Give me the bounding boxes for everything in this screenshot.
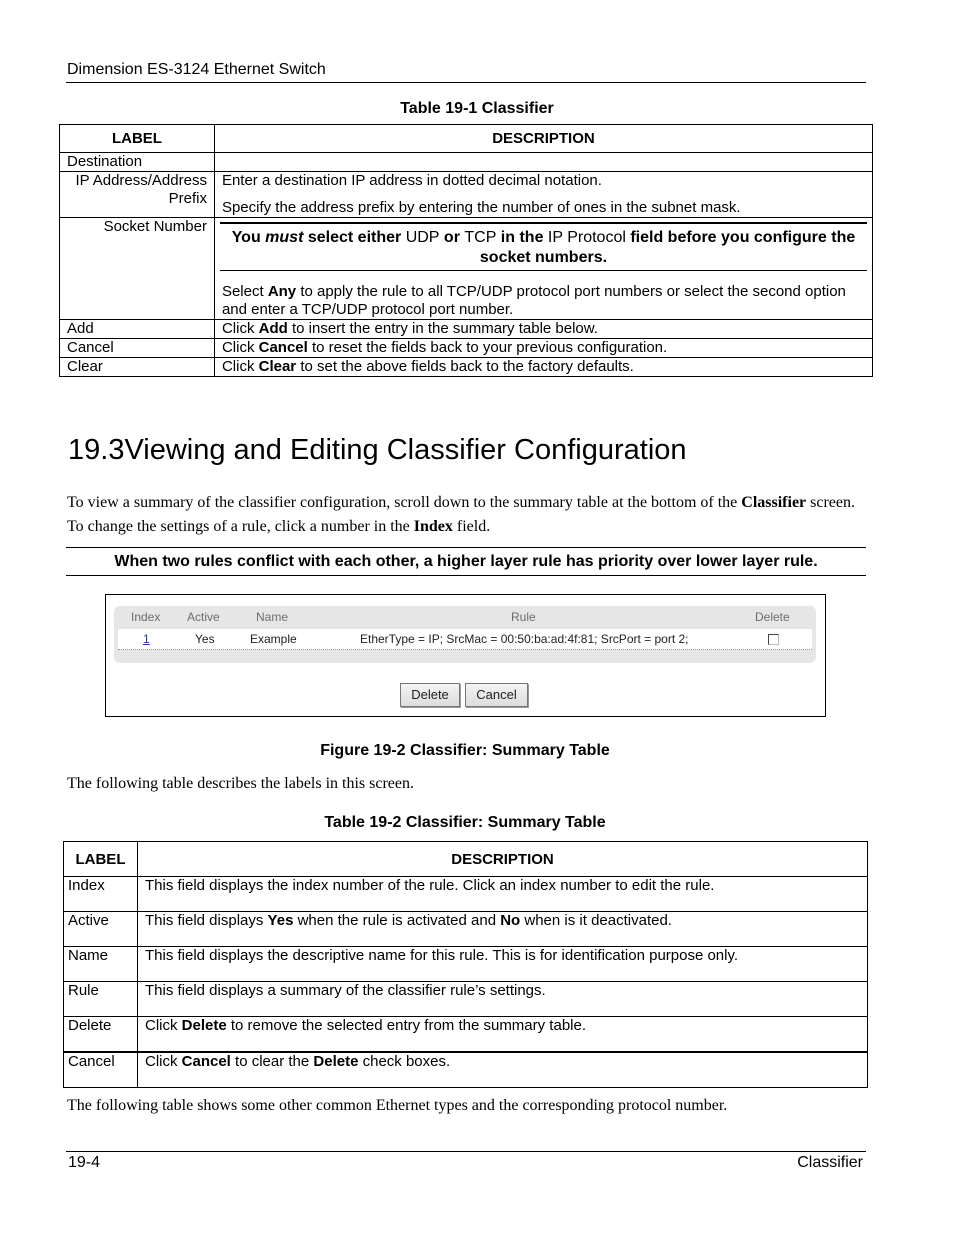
active-value: Yes [195, 632, 215, 646]
socket-desc: Select Any to apply the rule to all TCP/UDP protocol port numbers or select the second option and enter a TCP/UDP protocol port number. [221, 283, 846, 318]
table-row [60, 320, 873, 339]
chapter-name: Classifier [797, 1154, 863, 1171]
table-row [118, 629, 812, 650]
col-description-header: DESCRIPTION [214, 125, 872, 153]
row-label: Cancel [64, 1052, 138, 1088]
page-number: 19-4 [68, 1154, 101, 1171]
header-rule [66, 82, 866, 83]
table-row [60, 172, 873, 218]
classifier-table [59, 124, 873, 377]
col-label-header: LABEL [60, 125, 215, 153]
table-row [64, 912, 868, 947]
row-description [214, 153, 872, 172]
table-row [60, 153, 873, 172]
row-description: Click Cancel to reset the fields back to your previous configuration. [214, 339, 872, 358]
row-label: Delete [64, 1017, 138, 1053]
row-description [214, 218, 872, 320]
table-row [64, 1017, 868, 1053]
col-description-header: DESCRIPTION [137, 842, 867, 877]
col-label-header: LABEL [64, 842, 138, 877]
row-description: Click Cancel to clear the Delete check boxes. [137, 1052, 867, 1088]
cancel-button[interactable]: Cancel [465, 683, 528, 707]
row-label: Rule [64, 982, 138, 1017]
row-label: Active [64, 912, 138, 947]
row-description: Click Add to insert the entry in the summary table below. [214, 320, 872, 339]
col-rule: Rule [511, 610, 536, 624]
ip-desc-2: Specify the address prefix by entering the number of ones in the subnet mask. [221, 199, 741, 216]
row-label: Clear [60, 358, 215, 377]
row-label: Cancel [60, 339, 215, 358]
delete-button[interactable]: Delete [400, 683, 460, 707]
row-label: Destination [60, 153, 215, 172]
ip-desc-1: Enter a destination IP address in dotted decimal notation. [221, 172, 602, 189]
delete-checkbox[interactable] [768, 634, 779, 645]
summary-table-screenshot [105, 594, 826, 717]
row-description: This field displays the descriptive name for this rule. This is for identification purpose only. [137, 947, 867, 982]
closing-paragraph: The following table shows some other common Ethernet types and the corresponding protocol number. [67, 1097, 728, 1114]
table-row [64, 982, 868, 1017]
table-row [60, 218, 873, 320]
row-description [214, 172, 872, 218]
table1-caption: Table 19-1 Classifier [400, 100, 554, 117]
row-label: IP Address/Address Prefix [60, 172, 215, 218]
table2-caption: Table 19-2 Classifier: Summary Table [324, 814, 606, 831]
col-active: Active [187, 610, 220, 624]
col-name: Name [256, 610, 289, 624]
table-row [64, 1052, 868, 1088]
row-description: This field displays Yes when the rule is activated and No when is it deactivated. [137, 912, 867, 947]
summary-description-table [63, 841, 868, 1088]
row-label: Socket Number [60, 218, 215, 320]
index-link[interactable]: 1 [143, 632, 150, 646]
table-row [64, 877, 868, 912]
summary-table [114, 606, 816, 663]
row-label: Add [60, 320, 215, 339]
table-row [60, 358, 873, 377]
col-index: Index [131, 610, 161, 624]
row-label: Name [64, 947, 138, 982]
row-description: Click Clear to set the above fields back to the factory defaults. [214, 358, 872, 377]
socket-note: You must select either UDP or TCP in the IP Protocol field before you configure the socket numbers. [220, 222, 867, 271]
row-description: Click Delete to remove the selected entry from the summary table. [137, 1017, 867, 1053]
row-label: Index [64, 877, 138, 912]
row-description: This field displays the index number of the rule. Click an index number to edit the rule. [137, 877, 867, 912]
section-heading: 19.3Viewing and Editing Classifier Configuration [68, 434, 687, 466]
priority-note: When two rules conflict with each other, a higher layer rule has priority over lower layer rule. [66, 547, 866, 576]
running-header: Dimension ES-3124 Ethernet Switch [67, 61, 326, 78]
table-row [60, 339, 873, 358]
figure-caption: Figure 19-2 Classifier: Summary Table [320, 742, 610, 759]
table-row [64, 947, 868, 982]
rule-value: EtherType = IP; SrcMac = 00:50:ba:ad:4f:81; SrcPort = port 2; [360, 632, 689, 646]
intro-paragraph: The following table describes the labels in this screen. [67, 775, 415, 792]
section-paragraph: To view a summary of the classifier configuration, scroll down to the summary table at the bottom of the Classifier screen. To change the settings of a rule, click a number in the Index field. [67, 494, 855, 535]
footer-rule [66, 1151, 866, 1152]
row-description: This field displays a summary of the classifier rule’s settings. [137, 982, 867, 1017]
name-value: Example [250, 632, 297, 646]
col-delete: Delete [755, 610, 790, 624]
